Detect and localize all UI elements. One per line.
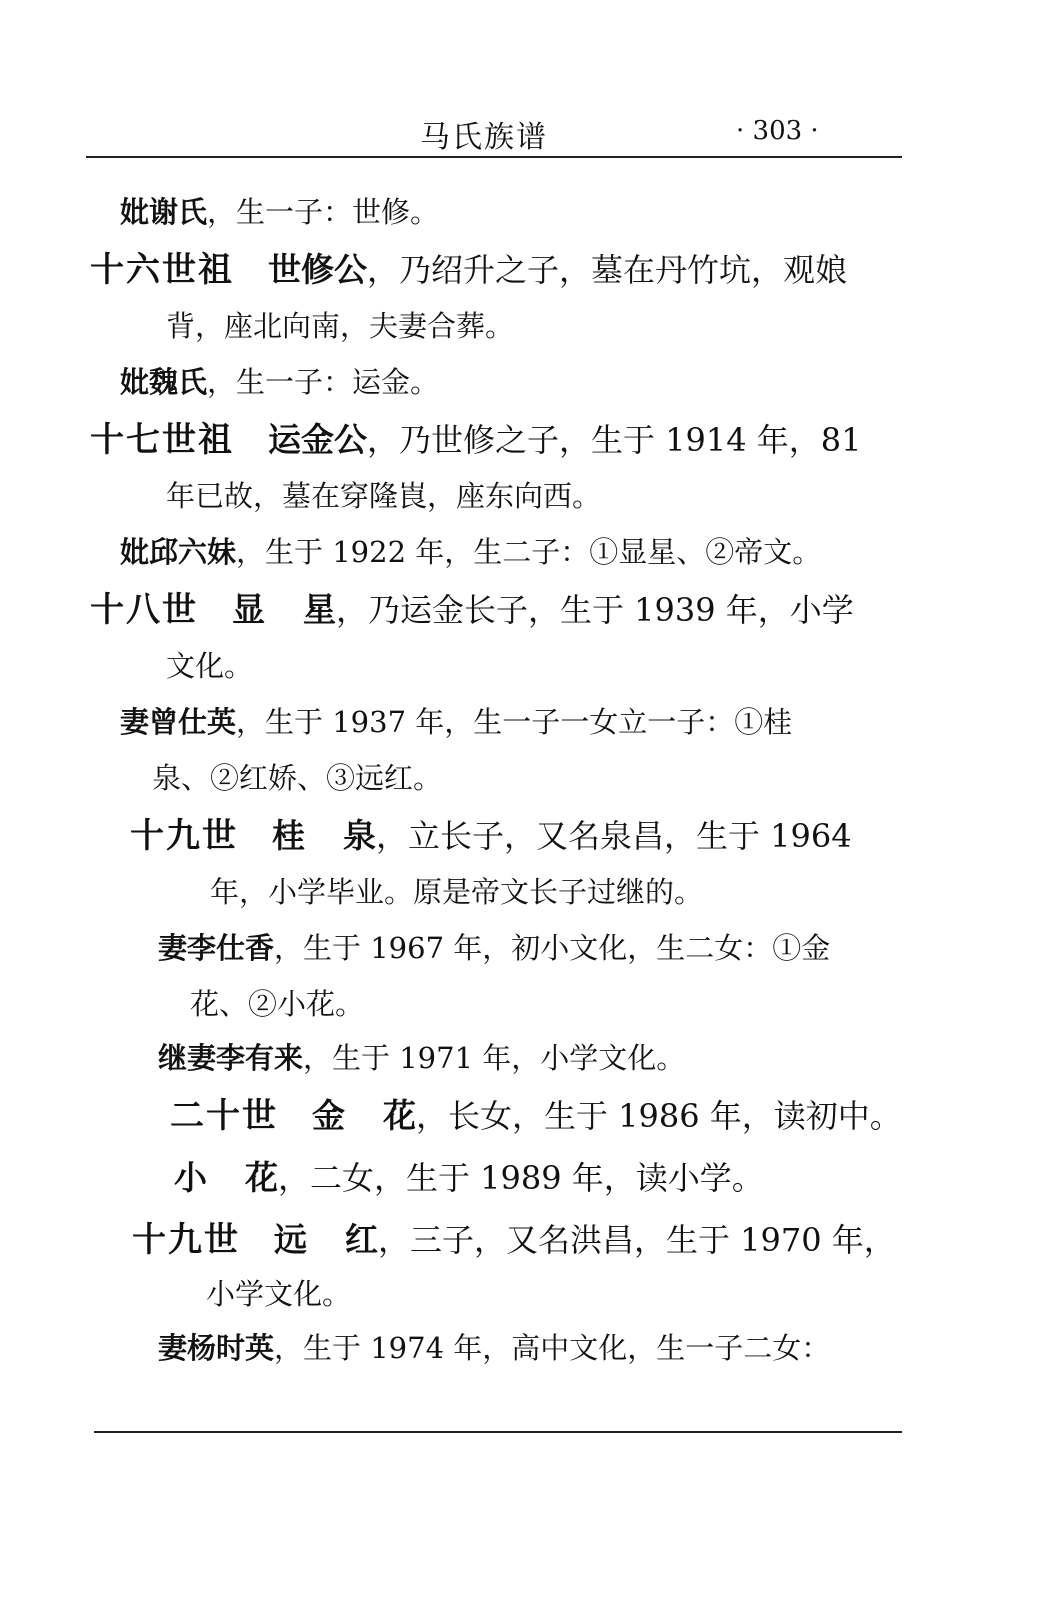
member-name-second: 花 <box>383 1096 416 1135</box>
text-line: 继妻李有来，生于 1971 年，小学文化。 <box>158 1041 686 1075</box>
spouse-name: 妻曾仕英 <box>120 705 237 739</box>
text-line: 文化。 <box>166 649 254 683</box>
text-line: 年，小学毕业。原是帝文长子过继的。 <box>210 875 704 909</box>
text-line: 十六世祖 世修公，乃绍升之子，墓在丹竹坑，观娘 <box>90 250 848 290</box>
member-name-first: 金 <box>312 1096 345 1135</box>
spouse-name: 妣邱六妹 <box>120 535 237 569</box>
header-rule <box>86 156 902 158</box>
member-name-first: 小 <box>174 1158 207 1197</box>
text-line: 泉、②红娇、③远红。 <box>152 761 443 795</box>
text-line: 妻曾仕英，生于 1937 年，生一子一女立一子：①桂 <box>120 705 793 739</box>
text-line: 年已故，墓在穿隆崀，座东向西。 <box>166 479 602 513</box>
member-name-second: 泉 <box>343 816 376 855</box>
spouse-name: 继妻李有来 <box>158 1041 304 1075</box>
text-line: 二十世 金 花，长女，生于 1986 年，读初中。 <box>170 1096 902 1136</box>
member-name-second: 星 <box>303 590 336 629</box>
member-name-first: 显 <box>232 590 265 629</box>
generation-label: 二十世 <box>170 1096 278 1136</box>
text-line: 妻杨时英，生于 1974 年，高中文化，生一子二女： <box>158 1331 831 1365</box>
text-line: 妣谢氏，生一子：世修。 <box>120 195 440 229</box>
book-title: 马氏族谱 <box>420 120 548 155</box>
text-line: 十九世 远 红，三子，又名洪昌，生于 1970 年， <box>132 1220 896 1260</box>
text-line: 妻李仕香，生于 1967 年，初小文化，生二女：①金 <box>158 931 831 965</box>
spouse-name: 妻李仕香 <box>158 931 275 965</box>
text-line: 妣邱六妹，生于 1922 年，生二子：①显星、②帝文。 <box>120 535 822 569</box>
ancestor-name: 世修公 <box>268 250 367 289</box>
text-line: 花、②小花。 <box>190 987 365 1021</box>
page-number: · 303 · <box>736 116 819 146</box>
spouse-name: 妣谢氏 <box>120 195 208 229</box>
member-name-second: 红 <box>345 1220 378 1259</box>
generation-label: 十九世 <box>132 1220 240 1260</box>
text-line: 十八世 显 星，乃运金长子，生于 1939 年，小学 <box>90 590 854 630</box>
spouse-name: 妣魏氏 <box>120 365 208 399</box>
member-name-first: 远 <box>274 1220 307 1259</box>
generation-label: 十六世祖 <box>90 250 234 290</box>
member-name-first: 桂 <box>272 816 305 855</box>
text-line: 小学文化。 <box>206 1277 352 1311</box>
generation-label: 十九世 <box>130 816 238 856</box>
text-line: 妣魏氏，生一子：运金。 <box>120 365 440 399</box>
text-line: 背，座北向南，夫妻合葬。 <box>166 309 515 343</box>
text-line: 小 花，二女，生于 1989 年，读小学。 <box>174 1158 764 1197</box>
footer-rule <box>94 1431 902 1433</box>
generation-label: 十八世 <box>90 590 198 630</box>
text-line: 十七世祖 运金公，乃世修之子，生于 1914 年，81 <box>90 420 862 460</box>
generation-label: 十七世祖 <box>90 420 234 460</box>
spouse-name: 妻杨时英 <box>158 1331 275 1365</box>
text-line: 十九世 桂 泉，立长子，又名泉昌，生于 1964 <box>130 816 852 856</box>
ancestor-name: 运金公 <box>268 420 367 459</box>
member-name-second: 花 <box>245 1158 278 1197</box>
